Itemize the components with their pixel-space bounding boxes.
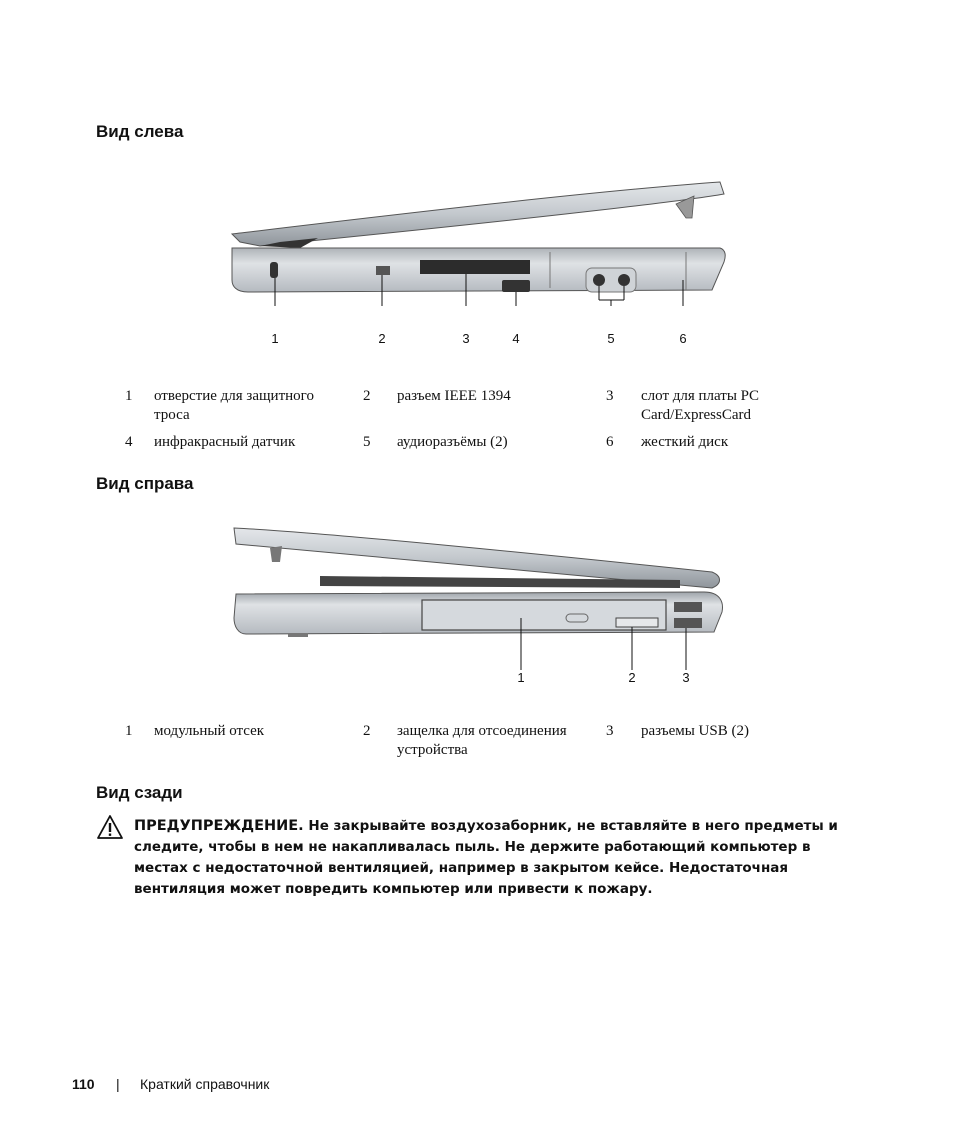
callout-left-3: 3 xyxy=(462,331,470,346)
warning-triangle-icon xyxy=(96,814,124,840)
legend-text: защелка для отсоединения устройства xyxy=(397,723,567,758)
legend-number: 4 xyxy=(125,434,133,450)
legend-number: 1 xyxy=(125,723,133,739)
callout-right-3: 3 xyxy=(682,670,690,685)
callout-right-2: 2 xyxy=(628,670,636,685)
legend-text: жесткий диск xyxy=(641,434,729,450)
warning-text xyxy=(134,816,854,900)
warning-label: ПРЕДУПРЕЖДЕНИЕ. xyxy=(134,818,304,834)
callout-left-2: 2 xyxy=(378,331,386,346)
heading-back-view: Вид сзади xyxy=(96,783,183,802)
laptop-left-view-illustration xyxy=(200,176,760,306)
callout-left-6: 6 xyxy=(679,331,687,346)
footer-separator: | xyxy=(116,1076,120,1092)
legend-text: модульный отсек xyxy=(154,723,265,739)
legend-text: отверстие для защитного троса xyxy=(154,388,314,423)
legend-text: разъем IEEE 1394 xyxy=(397,388,511,404)
callout-left-1: 1 xyxy=(271,331,279,346)
laptop-right-view-illustration xyxy=(200,520,760,670)
warning-body: Не закрывайте воздухозаборник, не вставляйте в него предметы и следите, чтобы в нем не накапливалась пыль. Не держите работающий компьютер в местах с недостаточной вентиляцией, например в закрытом кейсе. Недостаточная вентиляция может повредить компьютер или привести к пожару. xyxy=(134,818,838,897)
legend-text: инфракрасный датчик xyxy=(154,434,296,450)
legend-text: слот для платы PC Card/ExpressCard xyxy=(641,388,760,423)
heading-right-view: Вид справа xyxy=(96,474,194,493)
legend-number: 1 xyxy=(125,388,133,404)
legend-number: 5 xyxy=(363,434,371,450)
callout-left-4: 4 xyxy=(512,331,520,346)
callout-left-5: 5 xyxy=(607,331,615,346)
legend-number: 6 xyxy=(606,434,614,450)
legend-text: аудиоразъёмы (2) xyxy=(397,434,508,450)
legend-number: 2 xyxy=(363,723,371,739)
legend-text: разъемы USB (2) xyxy=(641,723,749,739)
legend-number: 3 xyxy=(606,388,614,404)
page-number: 110 xyxy=(72,1076,95,1092)
callout-right-1: 1 xyxy=(517,670,525,685)
footer-title: Краткий справочник xyxy=(140,1076,270,1092)
heading-left-view: Вид слева xyxy=(96,122,184,141)
legend-number: 3 xyxy=(606,723,614,739)
legend-number: 2 xyxy=(363,388,371,404)
